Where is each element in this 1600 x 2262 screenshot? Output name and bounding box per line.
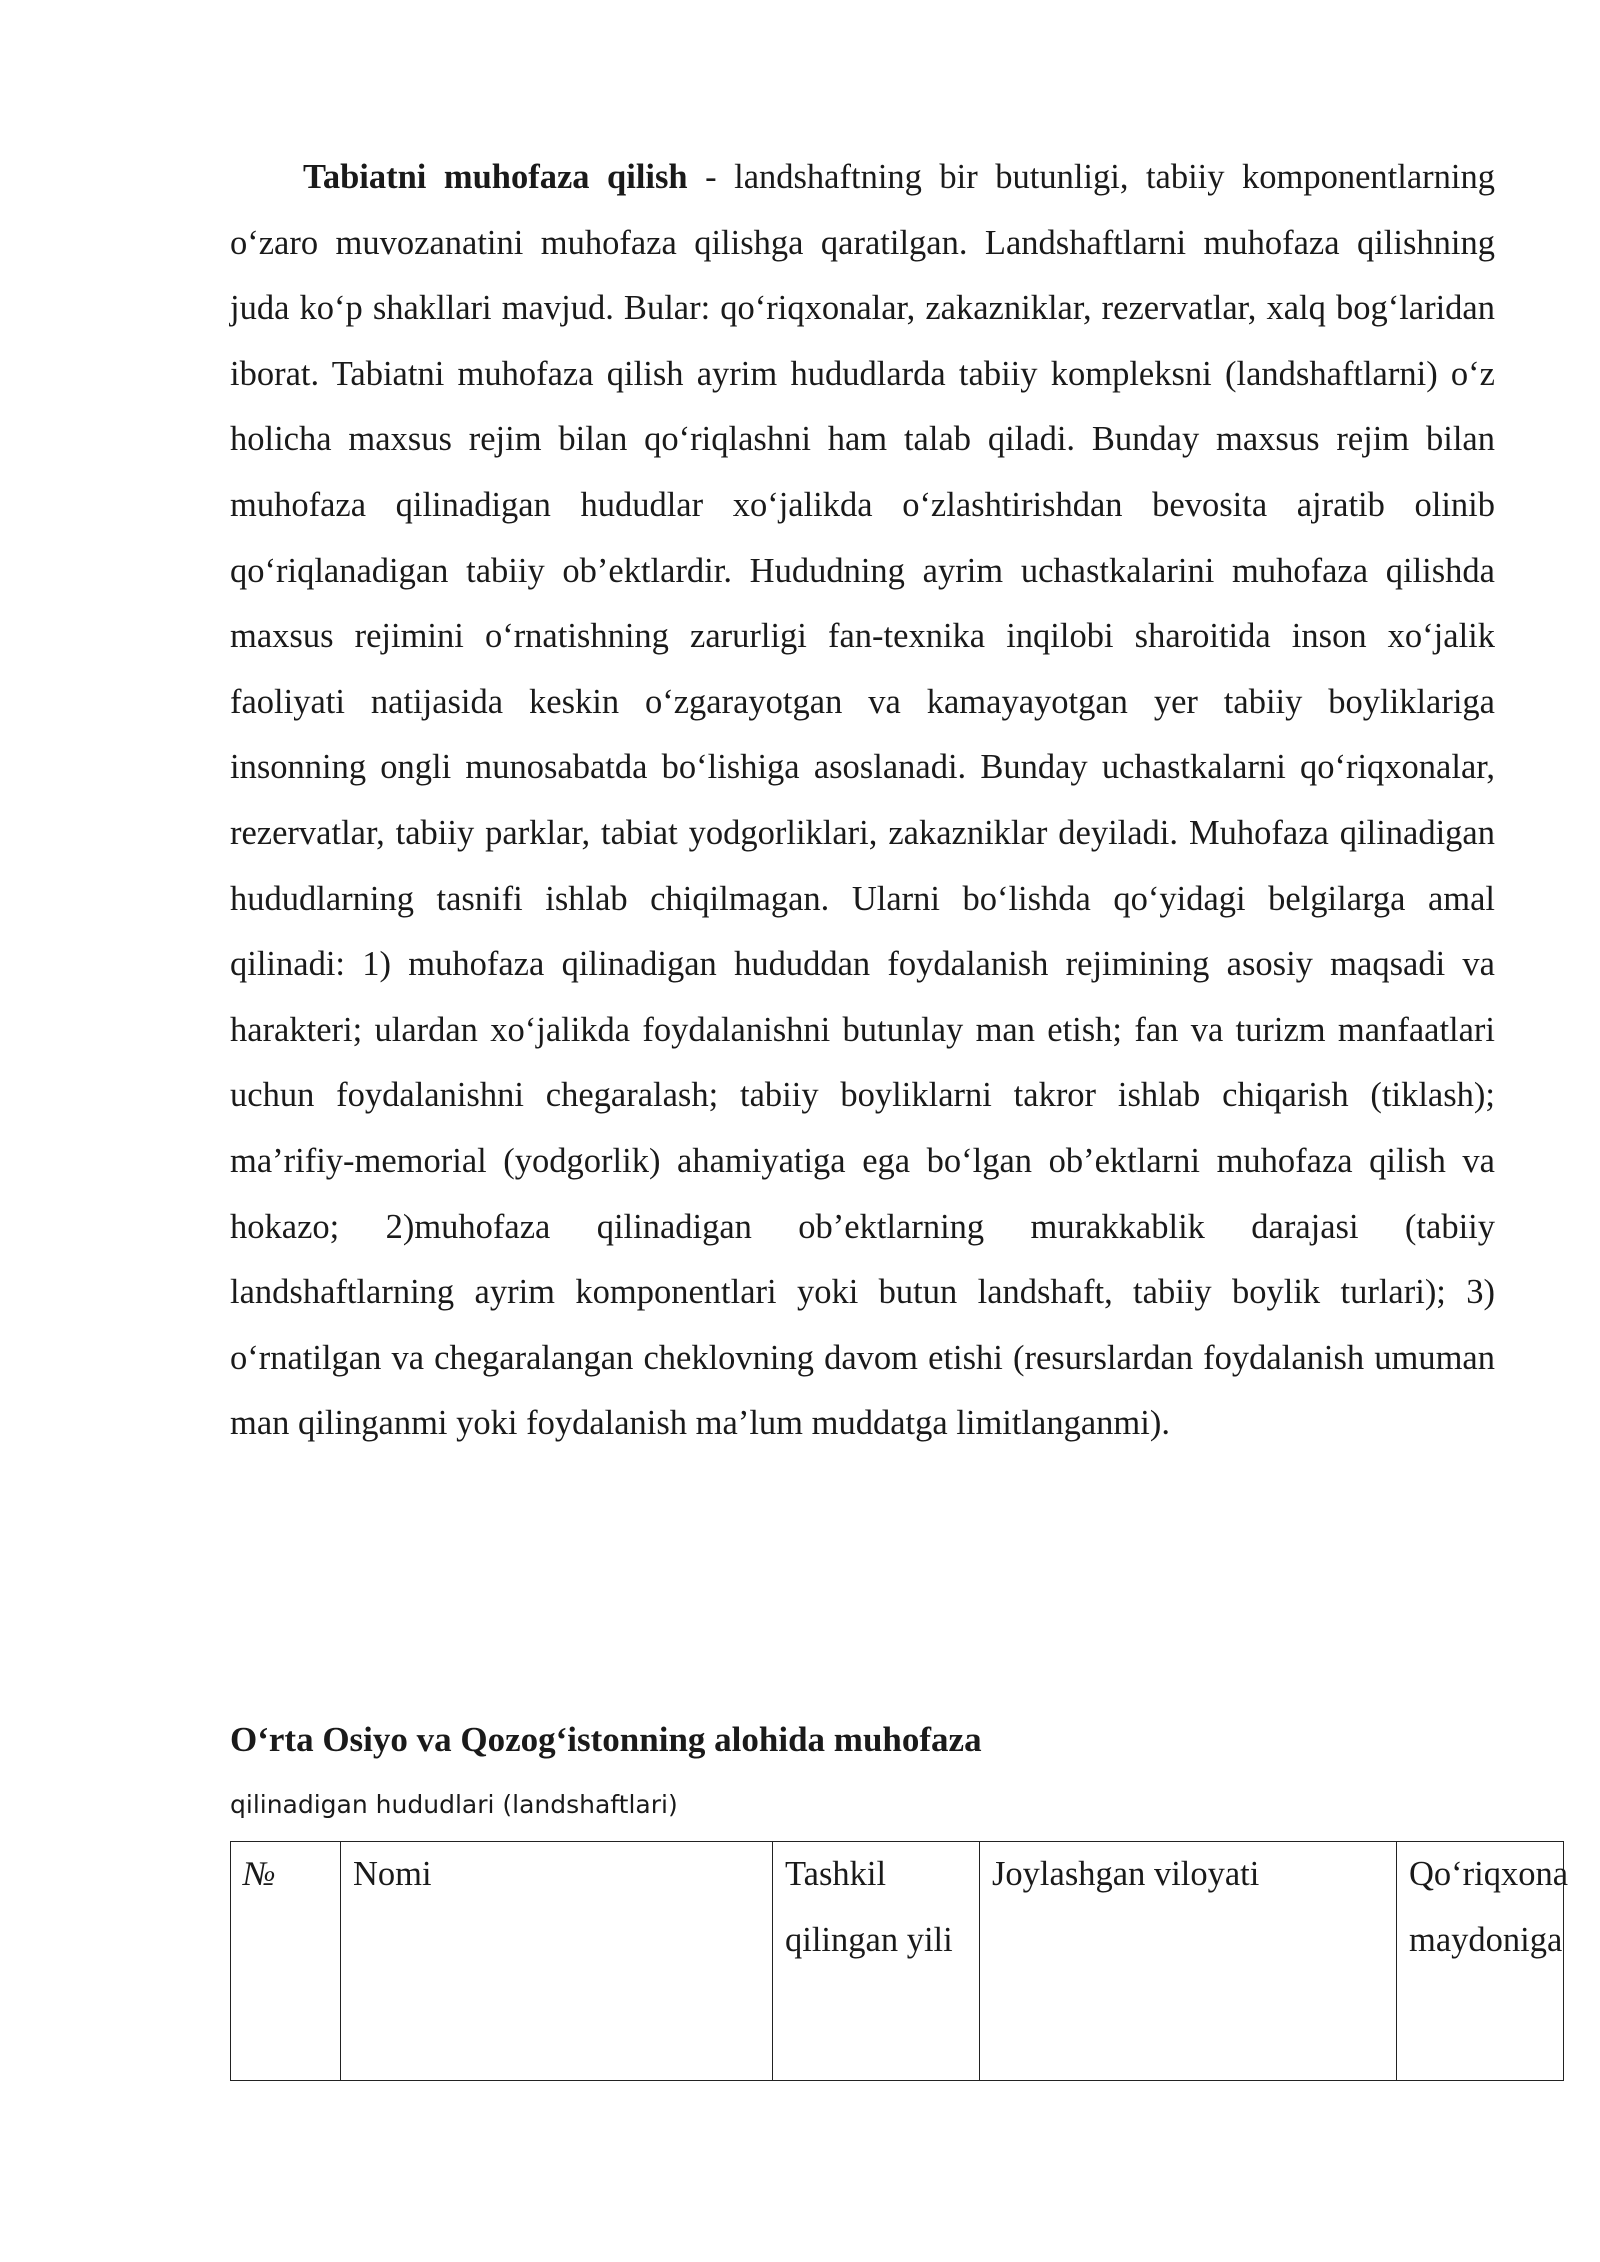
protected-areas-table	[230, 1841, 1569, 2081]
table-header-row	[231, 1842, 1564, 2081]
column-header-area: Qo‘riqxona maydoniga	[1397, 1842, 1564, 2081]
section-heading: O‘rta Osiyo va Qozog‘istonning alohida muhofaza	[230, 1720, 982, 1759]
body-paragraph	[230, 145, 1495, 1457]
paragraph-lead: Tabiatni muhofaza qilish	[303, 158, 688, 196]
column-header-region: Joylashgan viloyati	[980, 1842, 1397, 2081]
section-subheading: qilinadigan hududlari (landshaftlari)	[230, 1790, 678, 1819]
column-header-name: Nomi	[341, 1842, 773, 2081]
column-header-year: Tashkil qilingan yili	[773, 1842, 980, 2081]
paragraph-text: - landshaftning bir butunligi, tabiiy komponentlarning o‘zaro muvozanatini muhofaza qilishga qaratilgan. Landshaftlarni muhofaza qilishning juda ko‘p shakllari mavjud. Bular: qo‘riqxonalar, zakazniklar, rezervatlar, xalq bog‘laridan iborat. Tabiatni muhofaza qilish ayrim hududlarda tabiiy kompleksni (landshaftlarni) o‘z holicha maxsus rejim bilan qo‘riqlashni ham talab qiladi. Bunday maxsus rejim bilan muhofaza qilinadigan hududlar xo‘jalikda o‘zlashtirishdan bevosita ajratib olinib qo‘riqlanadigan tabiiy ob’ektlardir. Hududning ayrim uchastkalarini muhofaza qilishda maxsus rejimini o‘rnatishning zarurligi fan-texnika inqilobi sharoitida inson xo‘jalik faoliyati natijasida keskin o‘zgarayotgan va kamayayotgan yer tabiiy boyliklariga insonning ongli munosabatda bo‘lishiga asoslanadi. Bunday uchastkalarni qo‘riqxonalar, rezervatlar, tabiiy parklar, tabiat yodgorliklari, zakazniklar deyiladi. Muhofaza qilinadigan hududlarning tasnifi ishlab chiqilmagan. Ularni bo‘lishda qo‘yidagi belgilarga amal qilinadi: 1) muhofaza qilinadigan hududdan foydalanish rejimining asosiy maqsadi va harakteri; ulardan xo‘jalikda foydalanishni butunlay man etish; fan va turizm manfaatlari uchun foydalanishni chegaralash; tabiiy boyliklarni takror ishlab chiqarish (tiklash); ma’rifiy-memorial (yodgorlik) ahamiyatiga ega bo‘lgan ob’ektlarni muhofaza qilish va hokazo; 2)muhofaza qilinadigan ob’ektlarning murakkablik darajasi (tabiiy landshaftlarning ayrim komponentlari yoki butun landshaft, tabiiy boylik turlari); 3) o‘rnatilgan va chegaralangan cheklovning davom etishi (resurslardan foydalanish umuman man qilinganmi yoki foydalanish ma’lum muddatga limitlanganmi).	[230, 158, 1495, 1443]
column-header-number: №	[231, 1842, 341, 2081]
